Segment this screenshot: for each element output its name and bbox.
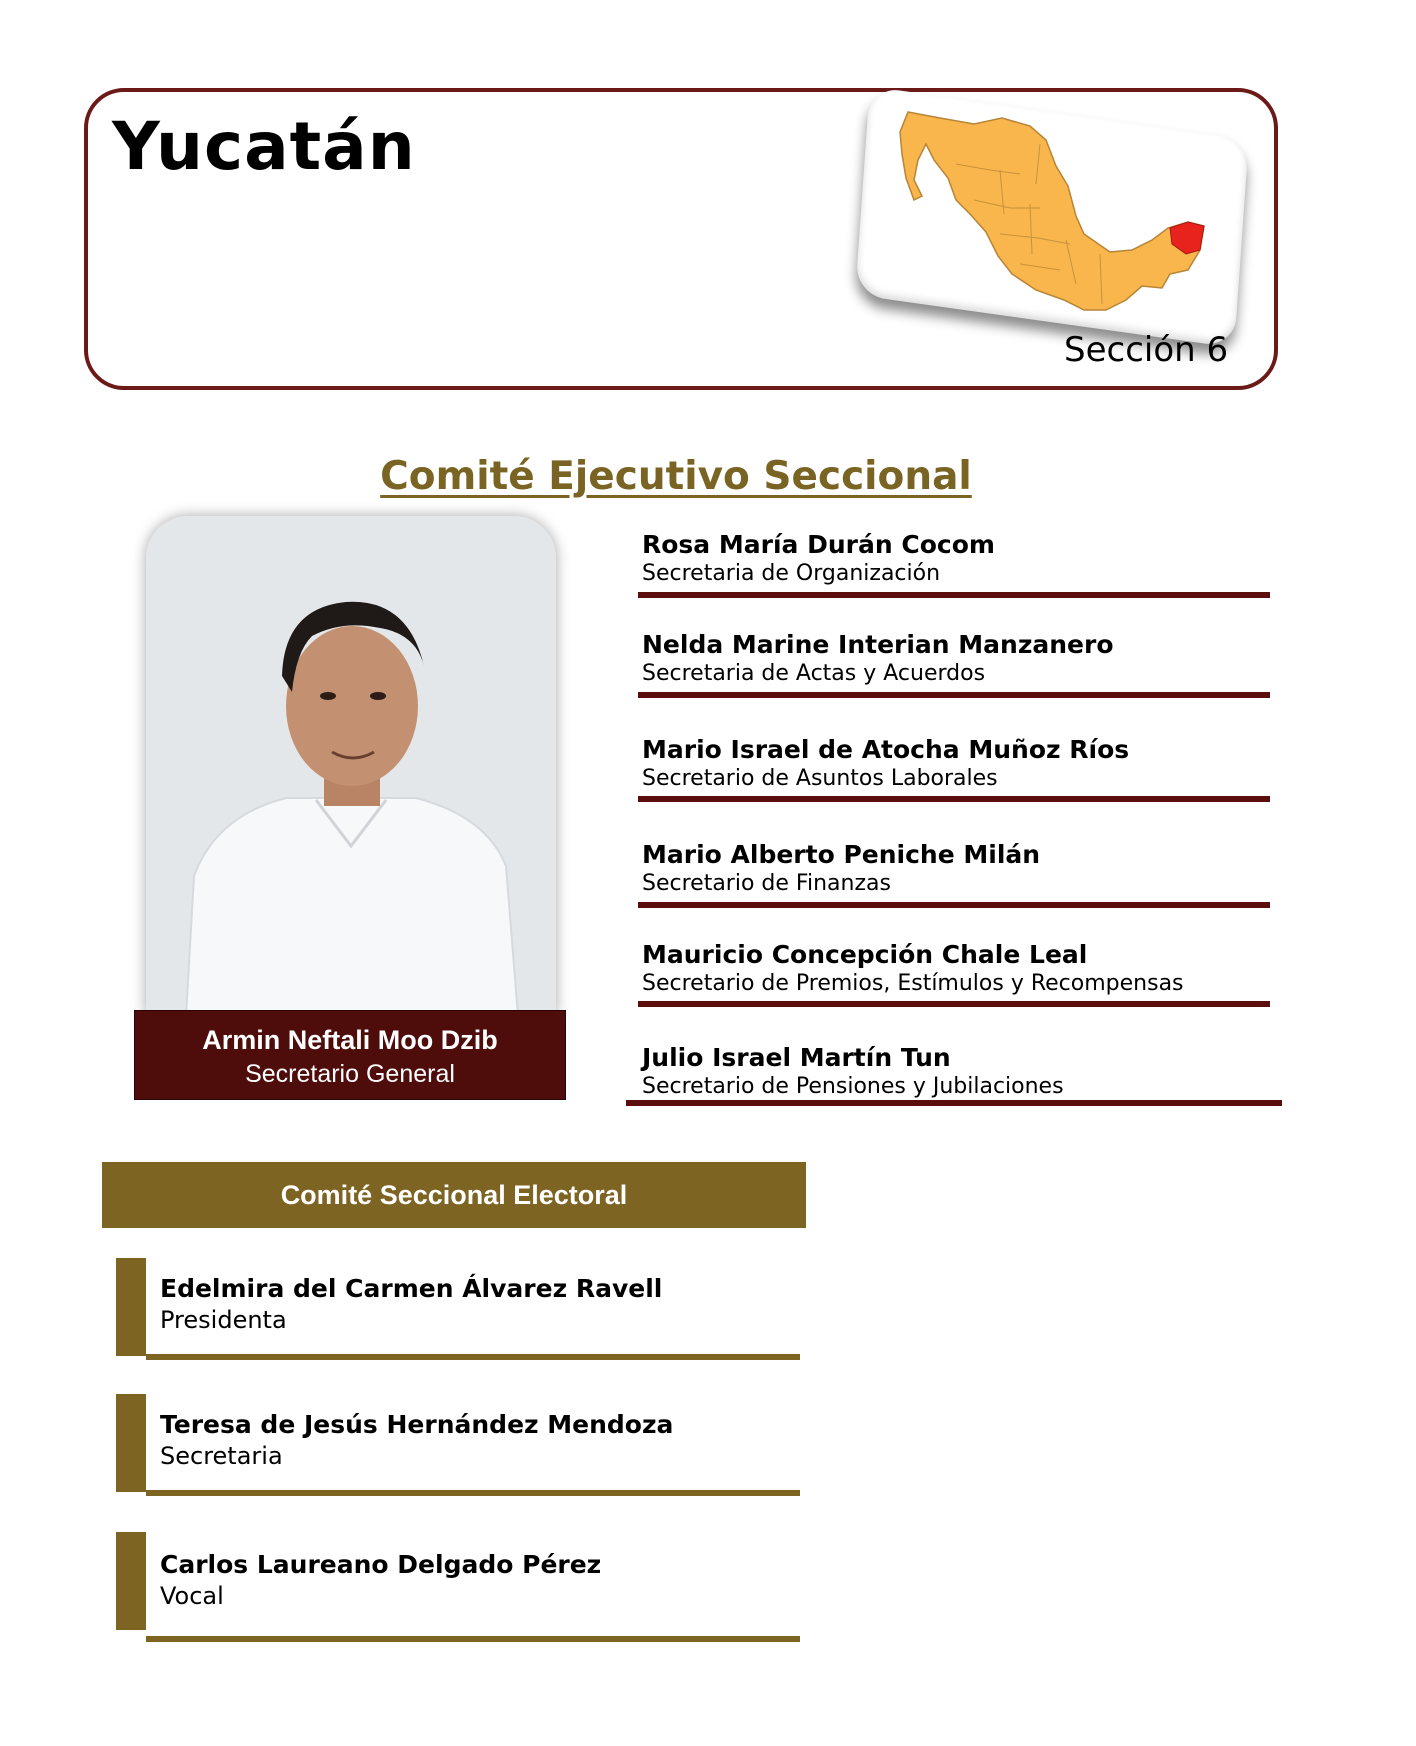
- member-role: Secretario de Asuntos Laborales: [642, 766, 998, 791]
- member-name: Carlos Laureano Delgado Pérez: [160, 1550, 602, 1579]
- executive-member: [642, 530, 1272, 588]
- member-marker: [116, 1532, 146, 1630]
- electoral-committee-title: Comité Seccional Electoral: [102, 1162, 806, 1228]
- member-divider: [638, 796, 1270, 802]
- electoral-member: [160, 1550, 601, 1612]
- member-divider: [626, 1100, 1282, 1106]
- mexico-map-icon: [870, 104, 1230, 334]
- member-marker: [116, 1394, 146, 1492]
- member-role: Secretaria: [160, 1442, 283, 1470]
- member-name: Rosa María Durán Cocom: [642, 530, 995, 559]
- member-divider: [638, 592, 1270, 598]
- member-name: Mauricio Concepción Chale Leal: [642, 940, 1088, 969]
- member-role: Secretaria de Actas y Acuerdos: [642, 661, 986, 686]
- member-role: Secretaria de Organización: [642, 561, 941, 586]
- leader-photo: [146, 516, 556, 1016]
- state-title: Yucatán: [112, 108, 416, 185]
- member-marker: [116, 1258, 146, 1356]
- member-divider: [638, 902, 1270, 908]
- person-portrait-icon: [146, 516, 556, 1016]
- executive-member: [642, 1043, 1272, 1101]
- section-number: Sección 6: [1064, 330, 1229, 370]
- leader-name-plate: [134, 1010, 566, 1100]
- electoral-member: [160, 1410, 673, 1472]
- leader-role: Secretario General: [245, 1060, 455, 1088]
- leader-name: Armin Neftali Moo Dzib: [202, 1025, 498, 1055]
- member-divider: [638, 1001, 1270, 1007]
- member-role: Presidenta: [160, 1306, 287, 1334]
- member-role: Secretario de Pensiones y Jubilaciones: [642, 1074, 1064, 1099]
- executive-member: [642, 630, 1272, 688]
- member-name: Nelda Marine Interian Manzanero: [642, 630, 1114, 659]
- executive-member: [642, 940, 1272, 998]
- member-name: Edelmira del Carmen Álvarez Ravell: [160, 1274, 663, 1303]
- member-divider: [146, 1636, 800, 1642]
- executive-member: [642, 735, 1272, 793]
- member-name: Mario Alberto Peniche Milán: [642, 840, 1041, 869]
- electoral-member: [160, 1274, 662, 1336]
- member-divider: [146, 1354, 800, 1360]
- member-name: Teresa de Jesús Hernández Mendoza: [160, 1410, 674, 1439]
- member-name: Julio Israel Martín Tun: [642, 1043, 951, 1072]
- executive-committee-title: Comité Ejecutivo Seccional: [380, 454, 972, 499]
- member-divider: [638, 692, 1270, 698]
- member-divider: [146, 1490, 800, 1496]
- member-role: Secretario de Premios, Estímulos y Recompensas: [642, 971, 1184, 996]
- executive-member: [642, 840, 1272, 898]
- member-name: Mario Israel de Atocha Muñoz Ríos: [642, 735, 1130, 764]
- member-role: Secretario de Finanzas: [642, 871, 891, 896]
- member-role: Vocal: [160, 1582, 224, 1610]
